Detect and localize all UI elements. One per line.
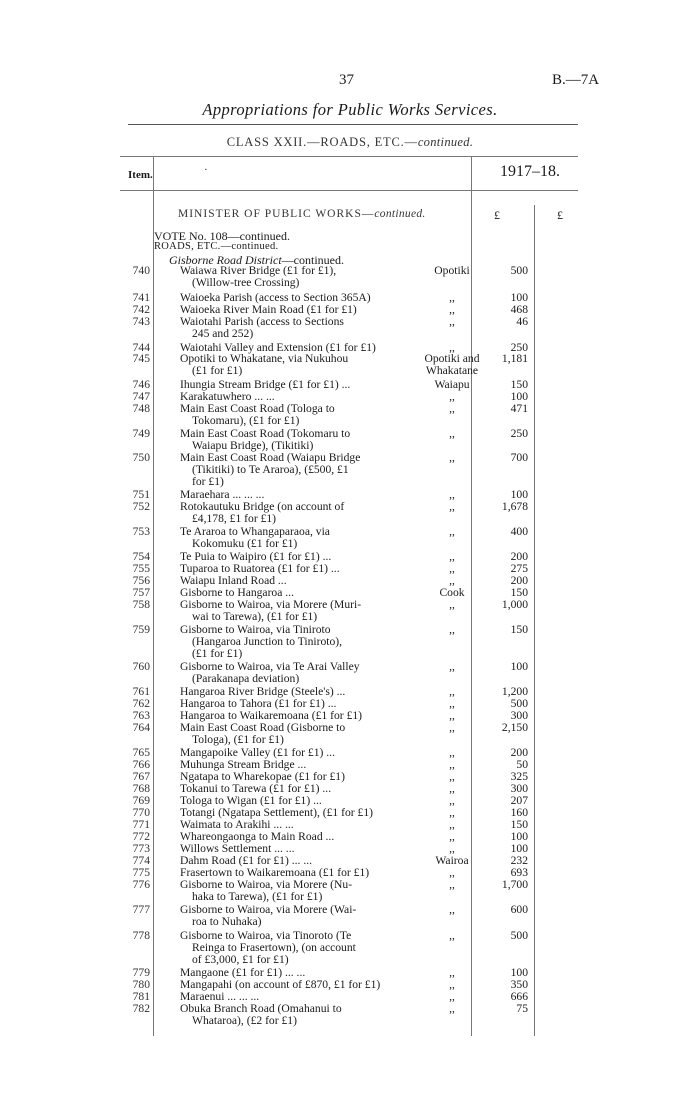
item-district: ,, bbox=[449, 746, 455, 759]
item-description: Gisborne to Wairoa, via Morere (Wai- bbox=[180, 903, 357, 916]
item-description: (Parakanapa deviation) bbox=[192, 672, 300, 685]
table-row bbox=[0, 391, 700, 403]
item-district: ,, bbox=[449, 488, 455, 501]
item-description: Gisborne to Wairoa, via Tinoroto (Te bbox=[180, 929, 352, 942]
roads-heading: ROADS, ETC.—continued. bbox=[154, 241, 279, 252]
item-number: 778 bbox=[132, 929, 150, 942]
item-description: Ngatapa to Wharekopae (£1 for £1) bbox=[180, 770, 345, 783]
table-row bbox=[0, 673, 700, 685]
item-description: Gisborne to Wairoa, via Te Arai Valley bbox=[180, 660, 360, 673]
table-row bbox=[0, 265, 700, 277]
item-district: ,, bbox=[449, 390, 455, 403]
item-amount: 325 bbox=[510, 770, 528, 783]
item-description: Main East Coast Road (Tologa to bbox=[180, 402, 335, 415]
item-amount: 100 bbox=[510, 660, 528, 673]
item-district: ,, bbox=[449, 966, 455, 979]
item-amount: 500 bbox=[510, 697, 528, 710]
table-row bbox=[0, 734, 700, 746]
item-number: 742 bbox=[132, 303, 150, 316]
item-number: 762 bbox=[132, 697, 150, 710]
item-district: ,, bbox=[449, 818, 455, 831]
item-district: Whakatane bbox=[425, 364, 479, 377]
item-district: ,, bbox=[449, 830, 455, 843]
item-amount: 400 bbox=[510, 525, 528, 538]
table-top-rule bbox=[120, 156, 578, 157]
item-number: 751 bbox=[132, 488, 150, 501]
item-description: Gisborne to Hangaroa ... bbox=[180, 586, 294, 599]
table-row bbox=[0, 843, 700, 855]
item-description: Mangapahi (on account of £870, £1 for £1) bbox=[180, 978, 381, 991]
pound-symbol-total: £ bbox=[557, 208, 563, 222]
item-description: 245 and 252) bbox=[192, 327, 254, 340]
table-row bbox=[0, 551, 700, 563]
table-row bbox=[0, 979, 700, 991]
item-district: ,, bbox=[449, 341, 455, 354]
class-heading-main: CLASS XXII.—ROADS, ETC.— bbox=[226, 135, 418, 149]
item-amount: 200 bbox=[510, 574, 528, 587]
table-row bbox=[0, 452, 700, 464]
item-description: Hangaroa to Waikaremoana (£1 for £1) bbox=[180, 709, 363, 722]
table-row bbox=[0, 599, 700, 611]
item-district: ,, bbox=[449, 303, 455, 316]
item-description: haka to Tarewa), (£1 for £1) bbox=[192, 890, 323, 903]
table-row bbox=[0, 819, 700, 831]
item-number: 775 bbox=[132, 866, 150, 879]
item-description: Whareongaonga to Main Road ... bbox=[180, 830, 335, 843]
item-description: Waiotahi Valley and Extension (£1 for £1) bbox=[180, 341, 376, 354]
item-district: ,, bbox=[449, 500, 455, 513]
item-description: (£1 for £1) bbox=[192, 364, 243, 377]
item-amount: 100 bbox=[510, 842, 528, 855]
table-row bbox=[0, 807, 700, 819]
item-district: ,, bbox=[449, 427, 455, 440]
item-description: Te Puia to Waipiro (£1 for £1) ... bbox=[180, 550, 332, 563]
item-description: Karakatuwhero ... ... bbox=[180, 390, 275, 403]
item-number: 768 bbox=[132, 782, 150, 795]
item-description: Obuka Branch Road (Omahanui to bbox=[180, 1002, 342, 1015]
table-header-rule bbox=[120, 190, 578, 191]
table-row bbox=[0, 489, 700, 501]
table-row bbox=[0, 942, 700, 954]
minister-heading bbox=[178, 208, 426, 220]
item-description: Tuparoa to Ruatorea (£1 for £1) ... bbox=[180, 562, 340, 575]
table-row bbox=[0, 575, 700, 587]
item-description: £4,178, £1 for £1) bbox=[192, 512, 277, 525]
item-number: 772 bbox=[132, 830, 150, 843]
table-row bbox=[0, 526, 700, 538]
item-description: (Tikitiki) to Te Araroa), (£500, £1 bbox=[192, 463, 349, 476]
item-number: 774 bbox=[132, 854, 150, 867]
item-description: Tokanui to Tarewa (£1 for £1) ... bbox=[180, 782, 332, 795]
item-description: Mangapoike Valley (£1 for £1) ... bbox=[180, 746, 335, 759]
item-description: (£1 for £1) bbox=[192, 647, 243, 660]
item-description: Opotiki to Whakatane, via Nukuhou bbox=[180, 352, 349, 365]
item-number: 750 bbox=[132, 451, 150, 464]
table-row bbox=[0, 904, 700, 916]
item-district: ,, bbox=[449, 842, 455, 855]
item-amount: 275 bbox=[510, 562, 528, 575]
item-description: Main East Coast Road (Tokomaru to bbox=[180, 427, 351, 440]
item-description: (Hangaroa Junction to Tiniroto), bbox=[192, 635, 343, 648]
item-district: ,, bbox=[449, 721, 455, 734]
item-description: Waiapu Inland Road ... bbox=[180, 574, 287, 587]
item-district: ,, bbox=[449, 685, 455, 698]
item-amount: 200 bbox=[510, 746, 528, 759]
table-row bbox=[0, 661, 700, 673]
item-description: Main East Coast Road (Gisborne to bbox=[180, 721, 346, 734]
item-description: Waiawa River Bridge (£1 for £1), bbox=[180, 264, 337, 277]
item-district: ,, bbox=[449, 315, 455, 328]
item-description: for £1) bbox=[192, 475, 224, 488]
table-row bbox=[0, 353, 700, 365]
item-district: ,, bbox=[449, 550, 455, 563]
item-description: Dahm Road (£1 for £1) ... ... bbox=[180, 854, 313, 867]
table-row bbox=[0, 891, 700, 903]
table-row bbox=[0, 1015, 700, 1027]
item-description: Maraenui ... ... ... bbox=[180, 990, 260, 1003]
item-district: ,, bbox=[449, 623, 455, 636]
item-description: Rotokautuku Bridge (on account of bbox=[180, 500, 345, 513]
item-amount: 207 bbox=[510, 794, 528, 807]
minister-heading-cont: continued. bbox=[374, 208, 426, 220]
item-number: 743 bbox=[132, 315, 150, 328]
item-number: 754 bbox=[132, 550, 150, 563]
item-amount: 300 bbox=[510, 782, 528, 795]
item-amount: 150 bbox=[510, 586, 528, 599]
item-amount: 471 bbox=[510, 402, 528, 415]
item-amount: 500 bbox=[510, 264, 528, 277]
item-amount: 250 bbox=[510, 427, 528, 440]
table-row bbox=[0, 686, 700, 698]
item-amount: 250 bbox=[510, 341, 528, 354]
item-number: 770 bbox=[132, 806, 150, 819]
item-amount: 1,700 bbox=[501, 878, 528, 891]
item-amount: 160 bbox=[510, 806, 528, 819]
item-amount: 1,181 bbox=[501, 352, 528, 365]
item-number: 777 bbox=[132, 903, 150, 916]
class-heading-cont: continued. bbox=[417, 135, 474, 149]
class-heading bbox=[0, 135, 700, 150]
table-row bbox=[0, 328, 700, 340]
item-description: Main East Coast Road (Waiapu Bridge bbox=[180, 451, 361, 464]
table-row bbox=[0, 771, 700, 783]
item-amount: 50 bbox=[516, 758, 528, 771]
item-amount: 1,678 bbox=[501, 500, 528, 513]
page-title: Appropriations for Public Works Services. bbox=[202, 100, 498, 119]
item-district: Waiapu bbox=[434, 378, 470, 391]
item-amount: 100 bbox=[510, 390, 528, 403]
item-amount: 1,200 bbox=[501, 685, 528, 698]
table-row bbox=[0, 428, 700, 440]
item-amount: 100 bbox=[510, 830, 528, 843]
item-description: Te Araroa to Whangaparaoa, via bbox=[180, 525, 330, 538]
item-amount: 1,000 bbox=[501, 598, 528, 611]
year-column-header: 1917–18. bbox=[500, 163, 560, 180]
item-description: of £3,000, £1 for £1) bbox=[192, 953, 289, 966]
item-number: 741 bbox=[132, 291, 150, 304]
item-amount: 46 bbox=[516, 315, 528, 328]
item-amount: 100 bbox=[510, 966, 528, 979]
item-amount: 232 bbox=[510, 854, 528, 867]
item-description: roa to Nuhaka) bbox=[192, 915, 262, 928]
item-district: Wairoa bbox=[435, 854, 469, 867]
item-description: Totangi (Ngatapa Settlement), (£1 for £1) bbox=[180, 806, 374, 819]
table-row bbox=[0, 611, 700, 623]
item-number: 776 bbox=[132, 878, 150, 891]
table-row bbox=[0, 991, 700, 1003]
item-number: 755 bbox=[132, 562, 150, 575]
item-description: Hangaroa to Tahora (£1 for £1) ... bbox=[180, 697, 337, 710]
item-amount: 693 bbox=[510, 866, 528, 879]
item-district: ,, bbox=[449, 660, 455, 673]
item-amount: 150 bbox=[510, 378, 528, 391]
table-row bbox=[0, 365, 700, 377]
item-number: 767 bbox=[132, 770, 150, 783]
table-row bbox=[0, 783, 700, 795]
item-amount: 150 bbox=[510, 623, 528, 636]
item-number: 760 bbox=[132, 660, 150, 673]
vote-heading: VOTE No. 108—continued. bbox=[154, 229, 290, 243]
table-row bbox=[0, 538, 700, 550]
document-reference: B.—7A bbox=[552, 72, 600, 88]
item-number: 744 bbox=[132, 341, 150, 354]
item-amount: 100 bbox=[510, 488, 528, 501]
item-number: 763 bbox=[132, 709, 150, 722]
item-district: ,, bbox=[449, 806, 455, 819]
table-row bbox=[0, 636, 700, 648]
item-district: ,, bbox=[449, 866, 455, 879]
item-number: 746 bbox=[132, 378, 150, 391]
item-description: Waimata to Arakihi ... ... bbox=[180, 818, 294, 831]
item-description: Mangaone (£1 for £1) ... ... bbox=[180, 966, 306, 979]
item-description: Hangaroa River Bridge (Steele's) ... bbox=[180, 685, 346, 698]
item-district: ,, bbox=[449, 562, 455, 575]
item-amount: 200 bbox=[510, 550, 528, 563]
table-row bbox=[0, 916, 700, 928]
item-amount: 500 bbox=[510, 929, 528, 942]
item-district: ,, bbox=[449, 451, 455, 464]
item-district: ,, bbox=[449, 770, 455, 783]
item-district: ,, bbox=[449, 978, 455, 991]
item-district: ,, bbox=[449, 794, 455, 807]
item-number: 779 bbox=[132, 966, 150, 979]
table-row bbox=[0, 563, 700, 575]
table-row bbox=[0, 316, 700, 328]
item-number: 765 bbox=[132, 746, 150, 759]
item-description: Waioeka River Main Road (£1 for £1) bbox=[180, 303, 357, 316]
item-description: Gisborne to Wairoa, via Morere (Muri- bbox=[180, 598, 362, 611]
item-district: ,, bbox=[449, 697, 455, 710]
item-district: ,, bbox=[449, 291, 455, 304]
item-description: wai to Tarewa), (£1 for £1) bbox=[192, 610, 318, 623]
item-district: ,, bbox=[449, 574, 455, 587]
item-district: Opotiki bbox=[434, 264, 470, 277]
item-description: Frasertown to Waikaremoana (£1 for £1) bbox=[180, 866, 370, 879]
item-description: Willows Settlement ... ... bbox=[180, 842, 295, 855]
item-amount: 700 bbox=[510, 451, 528, 464]
table-row bbox=[0, 513, 700, 525]
item-number: 740 bbox=[132, 264, 150, 277]
item-number: 749 bbox=[132, 427, 150, 440]
title-rule bbox=[128, 124, 578, 125]
item-description: Tokomaru), (£1 for £1) bbox=[192, 414, 300, 427]
item-district: ,, bbox=[449, 598, 455, 611]
district-cont: —continued. bbox=[281, 253, 344, 267]
item-number: 752 bbox=[132, 500, 150, 513]
table-row bbox=[0, 879, 700, 891]
item-amount: 150 bbox=[510, 818, 528, 831]
item-description: Waioeka Parish (access to Section 365A) bbox=[180, 291, 371, 304]
pound-symbol-amount: £ bbox=[494, 208, 500, 222]
item-description: Gisborne to Wairoa, via Tiniroto bbox=[180, 623, 331, 636]
item-description: Muhunga Stream Bridge ... bbox=[180, 758, 307, 771]
table-row bbox=[0, 747, 700, 759]
item-amount: 350 bbox=[510, 978, 528, 991]
table-row bbox=[0, 379, 700, 391]
table-row bbox=[0, 501, 700, 513]
item-district: Opotiki and bbox=[424, 352, 480, 365]
item-description: Kokomuku (£1 for £1) bbox=[192, 537, 298, 550]
item-number: 782 bbox=[132, 1002, 150, 1015]
table-row bbox=[0, 1003, 700, 1015]
item-amount: 100 bbox=[510, 291, 528, 304]
item-amount: 2,150 bbox=[501, 721, 528, 734]
table-row bbox=[0, 476, 700, 488]
table-row bbox=[0, 710, 700, 722]
table-row bbox=[0, 624, 700, 636]
item-number: 753 bbox=[132, 525, 150, 538]
item-amount: 468 bbox=[510, 303, 528, 316]
item-number: 769 bbox=[132, 794, 150, 807]
item-district: Cook bbox=[439, 586, 465, 599]
item-district: ,, bbox=[449, 782, 455, 795]
item-number: 773 bbox=[132, 842, 150, 855]
item-amount: 666 bbox=[510, 990, 528, 1003]
item-district: ,, bbox=[449, 878, 455, 891]
item-description: Waiotahi Parish (access to Sections bbox=[180, 315, 344, 328]
table-row bbox=[0, 403, 700, 415]
table-row bbox=[0, 648, 700, 660]
table-row bbox=[0, 831, 700, 843]
item-description: Tologa to Wigan (£1 for £1) ... bbox=[180, 794, 322, 807]
page-number: 37 bbox=[339, 72, 354, 88]
item-number: 758 bbox=[132, 598, 150, 611]
table-row bbox=[0, 954, 700, 966]
item-district: ,, bbox=[449, 758, 455, 771]
item-amount: 75 bbox=[516, 1002, 528, 1015]
item-number: 745 bbox=[132, 352, 150, 365]
item-number: 771 bbox=[132, 818, 150, 831]
item-description: Whataroa), (£2 for £1) bbox=[192, 1014, 297, 1027]
minister-heading-main: MINISTER OF PUBLIC WORKS— bbox=[178, 208, 375, 220]
item-amount: 600 bbox=[510, 903, 528, 916]
item-number: 781 bbox=[132, 990, 150, 1003]
item-description: (Willow-tree Crossing) bbox=[192, 276, 300, 289]
item-description: Reinga to Frasertown), (on account bbox=[192, 941, 356, 954]
item-district: ,, bbox=[449, 1002, 455, 1015]
item-column-header: Item. bbox=[128, 169, 153, 181]
district-name: Gisborne Road District bbox=[169, 253, 282, 267]
item-district: ,, bbox=[449, 525, 455, 538]
item-number: 766 bbox=[132, 758, 150, 771]
item-description: Tologa), (£1 for £1) bbox=[192, 733, 284, 746]
item-number: 748 bbox=[132, 402, 150, 415]
table-row bbox=[0, 464, 700, 476]
item-district: ,, bbox=[449, 903, 455, 916]
item-description: Ihungia Stream Bridge (£1 for £1) ... bbox=[180, 378, 351, 391]
item-number: 757 bbox=[132, 586, 150, 599]
table-row bbox=[0, 277, 700, 289]
item-number: 756 bbox=[132, 574, 150, 587]
item-number: 761 bbox=[132, 685, 150, 698]
item-description: Gisborne to Wairoa, via Morere (Nu- bbox=[180, 878, 353, 891]
item-number: 764 bbox=[132, 721, 150, 734]
item-district: ,, bbox=[449, 402, 455, 415]
item-district: ,, bbox=[449, 990, 455, 1003]
item-description: Maraehara ... ... ... bbox=[180, 488, 265, 501]
item-district: ,, bbox=[449, 709, 455, 722]
item-number: 759 bbox=[132, 623, 150, 636]
header-dot: · bbox=[204, 164, 208, 176]
item-description: Waiapu Bridge), (Tikitiki) bbox=[192, 439, 314, 452]
item-district: ,, bbox=[449, 929, 455, 942]
table-row bbox=[0, 759, 700, 771]
table-row bbox=[0, 415, 700, 427]
table-row bbox=[0, 722, 700, 734]
item-amount: 300 bbox=[510, 709, 528, 722]
item-number: 780 bbox=[132, 978, 150, 991]
table-row bbox=[0, 304, 700, 316]
item-number: 747 bbox=[132, 390, 150, 403]
